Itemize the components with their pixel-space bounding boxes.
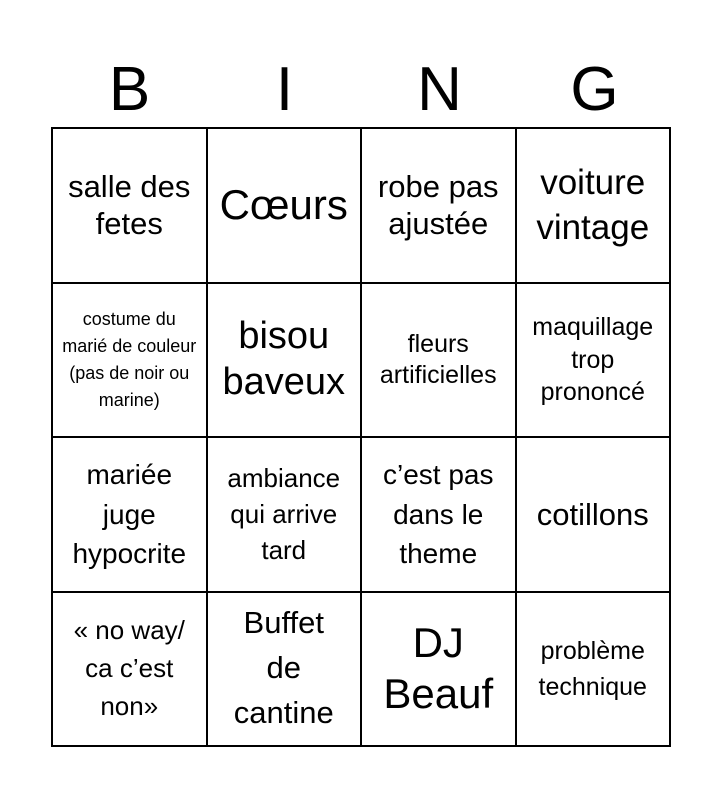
cell-text: cotillons [536, 496, 649, 532]
bingo-cell[interactable] [52, 592, 207, 747]
header-letter-i: I [275, 55, 294, 124]
header-letter-b: B [108, 55, 151, 124]
bingo-cell[interactable] [516, 437, 671, 592]
cell-text: voiture vintage [536, 162, 650, 248]
bingo-cell[interactable] [207, 283, 362, 438]
cell-text: salle des fetes [68, 169, 191, 242]
cell-text: costume du marié de couleur (pas de noir ou marine) [62, 308, 197, 410]
cell-text: Cœurs [219, 181, 348, 229]
cell-text: DJ Beauf [383, 619, 494, 717]
cell-text: robe pas ajustée [377, 169, 499, 242]
bingo-cell[interactable] [361, 437, 516, 592]
bingo-cell[interactable] [52, 283, 207, 438]
cell-text: c’est pas dans le theme [383, 459, 494, 569]
cell-text: bisou baveux [222, 315, 346, 403]
bingo-header [52, 52, 671, 128]
cell-text: maquillage trop prononcé [532, 313, 654, 406]
bingo-cell[interactable] [516, 283, 671, 438]
cell-text: fleurs artificielles [379, 329, 497, 389]
bingo-cell[interactable] [361, 592, 516, 747]
bingo-cell[interactable] [207, 437, 362, 592]
cell-text: problème technique [538, 636, 647, 701]
bingo-cell[interactable] [52, 128, 207, 283]
header-letter-g: G [570, 55, 619, 124]
bingo-cell[interactable] [52, 437, 207, 592]
cell-text: « no way/ ca c’est non» [73, 615, 185, 721]
bingo-cell[interactable] [516, 592, 671, 747]
cell-text: mariée juge hypocrite [72, 459, 187, 569]
cell-text: Buffet de cantine [233, 605, 334, 731]
header-letter-n: N [417, 55, 462, 124]
bingo-cell[interactable] [207, 592, 362, 747]
bingo-cell[interactable] [516, 128, 671, 283]
bingo-cell[interactable] [207, 128, 362, 283]
bingo-cell[interactable] [361, 128, 516, 283]
bingo-card-grid [51, 127, 671, 747]
cell-text: ambiance qui arrive tard [227, 462, 341, 566]
bingo-cell[interactable] [361, 283, 516, 438]
